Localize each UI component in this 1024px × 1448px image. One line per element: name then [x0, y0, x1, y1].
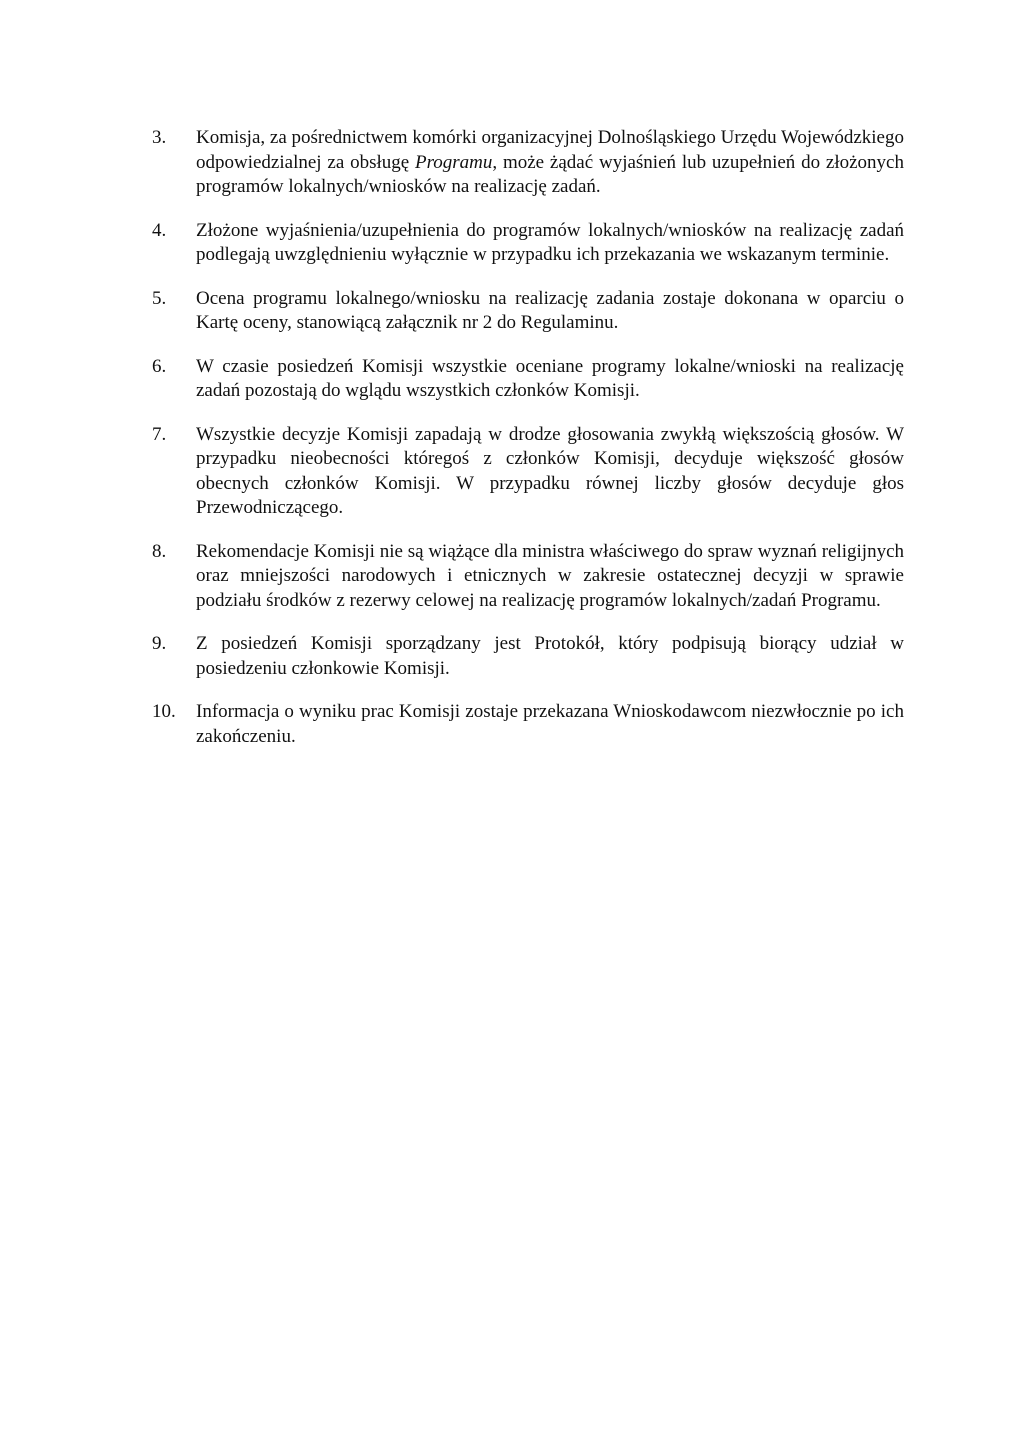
- item-text-part: , może żądać wyjaśnień lub uzupełnień do złożonych programów lokalnych/wniosków na realizację zadań.: [196, 151, 904, 197]
- item-text: [196, 127, 904, 197]
- list-item: [152, 287, 904, 336]
- item-text: Złożone wyjaśnienia/uzupełnienia do programów lokalnych/wniosków na realizację zadań podlegają uwzględnieniu wyłącznie w przypadku ich przekazania we wskazanym terminie.: [196, 219, 904, 265]
- list-item: [152, 126, 904, 200]
- item-number: 5.: [152, 287, 167, 309]
- item-text: Ocena programu lokalnego/wniosku na realizację zadania zostaje dokonana w oparciu o Kartę oceny, stanowiącą załącznik nr 2 do Regulaminu.: [196, 287, 904, 333]
- item-text: Rekomendacje Komisji nie są wiążące dla ministra właściwego do spraw wyznań religijnych oraz mniejszości narodowych i etnicznych w zakresie ostatecznej decyzji w sprawie podziału środków z rezerwy celowej na realizację programów lokalnych/zadań Programu.: [196, 540, 904, 611]
- list-item: [152, 540, 904, 614]
- item-text: Informacja o wyniku prac Komisji zostaje przekazana Wnioskodawcom niezwłocznie po ich zakończeniu.: [196, 701, 904, 747]
- list-item: [152, 632, 904, 681]
- list-item: [152, 355, 904, 404]
- item-text: Wszystkie decyzje Komisji zapadają w drodze głosowania zwykłą większością głosów. W przypadku nieobecności któregoś z członków Komisji, decyduje większość głosów obecnych członków Komisji. W przypadku równej liczby głosów decyduje głos Przewodniczącego.: [196, 423, 904, 518]
- item-number: 4.: [152, 219, 167, 241]
- item-number: 3.: [152, 127, 167, 148]
- item-number: 9.: [152, 633, 167, 654]
- list-item: [152, 423, 904, 521]
- list-item: [152, 700, 904, 749]
- item-text: Z posiedzeń Komisji sporządzany jest Protokół, który podpisują biorący udział w posiedzeniu członkowie Komisji.: [196, 633, 904, 679]
- item-number: 8.: [152, 540, 167, 562]
- item-number: 7.: [152, 423, 167, 445]
- item-text-part: Komisja, za pośrednictwem komórki organizacyjnej Dolnośląskiego Urzędu Wojewódzkiego odpowiedzialnej za obsługę: [196, 127, 904, 173]
- item-text: W czasie posiedzeń Komisji wszystkie oceniane programy lokalne/wnioski na realizację zadań pozostają do wglądu wszystkich członków Komisji.: [196, 355, 904, 401]
- item-number: 10.: [152, 701, 176, 722]
- item-number: 6.: [152, 355, 167, 377]
- program-italic-text: Programu: [414, 151, 493, 173]
- list-item: [152, 219, 904, 268]
- numbered-list: [152, 126, 904, 768]
